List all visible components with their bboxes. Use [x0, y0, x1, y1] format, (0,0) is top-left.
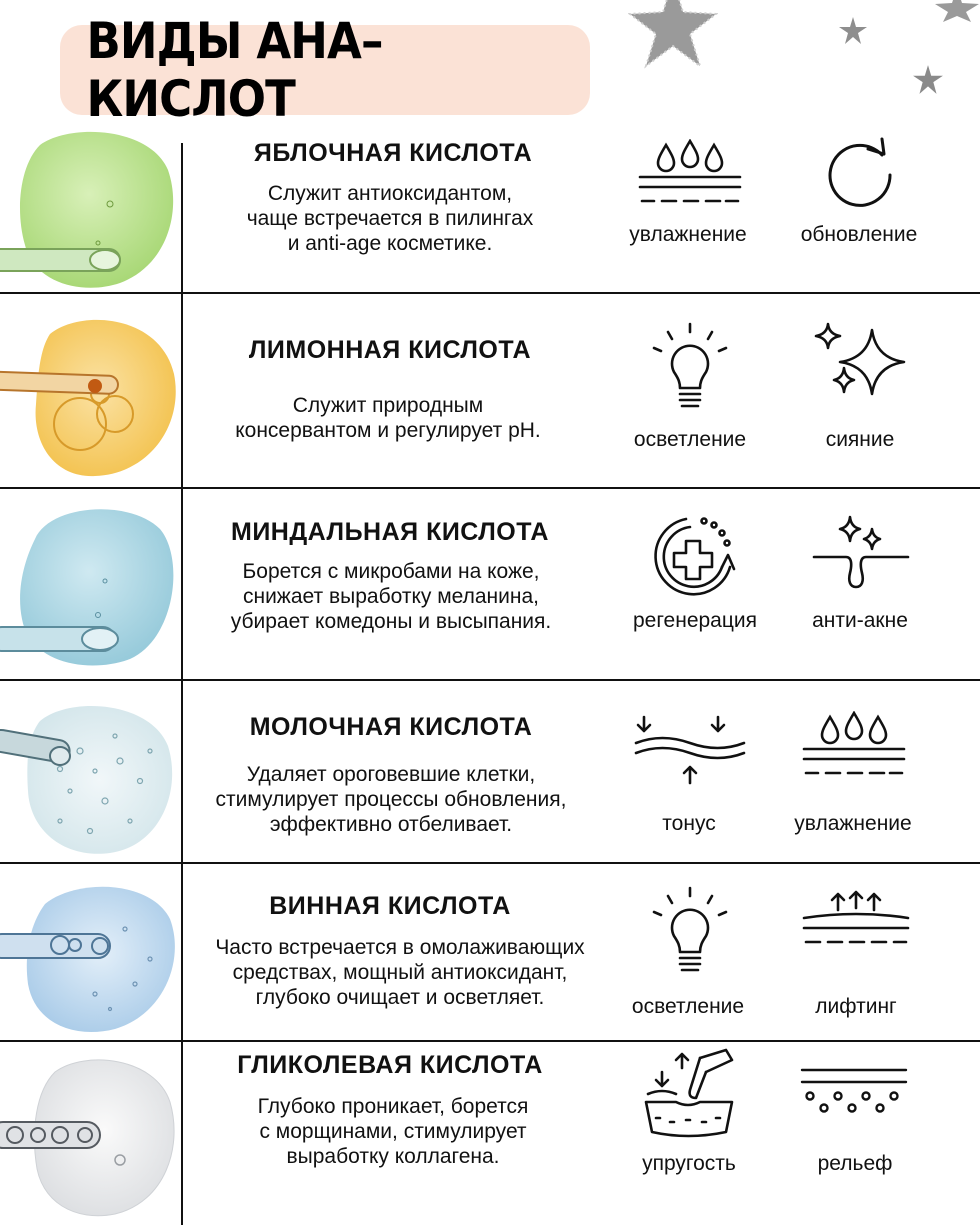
- pore-sparkle-icon: [812, 515, 910, 591]
- serum-drop-image: [0, 681, 181, 862]
- page-title: ВИДЫ АНА–КИСЛОТ: [86, 12, 383, 128]
- benefit-label: упругость: [642, 1152, 736, 1175]
- texture-dots-icon: [800, 1068, 910, 1118]
- benefit-label: лифтинг: [815, 995, 897, 1018]
- glitter-star-corner-icon: [935, 0, 980, 22]
- acid-description: Борется с микробами на коже, снижает выработку меланина, убирает комедоны и высыпания.: [230, 560, 552, 633]
- acid-row-lactic: [0, 681, 980, 862]
- serum-drop-image: [0, 864, 181, 1040]
- acid-description: Часто встречается в омолаживающих средствах, мощный антиоксидант, глубоко очищает и осветляет.: [215, 936, 585, 1009]
- benefit-label: анти-акне: [812, 609, 908, 632]
- lifting-arrows-icon: [802, 888, 910, 954]
- acid-description: Удаляет ороговевшие клетки, стимулирует процессы обновления, эффективно отбеливает.: [215, 763, 567, 836]
- tone-waves-icon: [634, 715, 746, 789]
- serum-drop-image: [0, 294, 181, 487]
- benefit-label: тонус: [662, 812, 716, 835]
- benefit-label: рельеф: [817, 1152, 893, 1175]
- acid-name: МИНДАЛЬНАЯ КИСЛОТА: [231, 518, 549, 546]
- benefit-label: увлажнение: [629, 223, 747, 246]
- benefit-label: увлажнение: [794, 812, 912, 835]
- moisture-drops-icon: [802, 711, 906, 783]
- acid-row-citric: [0, 294, 980, 487]
- refresh-arrow-icon: [822, 137, 898, 213]
- benefit-label: регенерация: [632, 609, 757, 632]
- sparkles-icon: [810, 320, 910, 406]
- acid-row-malic: [0, 125, 980, 292]
- glitter-star-small-icon: [912, 64, 944, 96]
- acid-name: ЯБЛОЧНАЯ КИСЛОТА: [253, 139, 533, 167]
- glitter-star-small-icon: [838, 16, 868, 46]
- acid-row-tartaric: [0, 864, 980, 1040]
- elasticity-finger-icon: [642, 1048, 736, 1138]
- acid-row-mandelic: [0, 489, 980, 679]
- benefit-label: осветление: [633, 428, 747, 451]
- moisture-drops-icon: [638, 139, 742, 211]
- title-badge: [60, 12, 590, 128]
- acid-description: Глубоко проникает, борется с морщинами, стимулирует выработку коллагена.: [257, 1095, 529, 1168]
- acid-description: Служит антиоксидантом, чаще встречается в пилингах и anti-age косметике.: [246, 182, 534, 255]
- glitter-star-large-icon: [628, 0, 718, 70]
- benefit-label: обновление: [800, 223, 918, 246]
- acid-name: МОЛОЧНАЯ КИСЛОТА: [249, 713, 533, 741]
- light-bulb-icon: [650, 886, 730, 978]
- acid-name: ВИННАЯ КИСЛОТА: [269, 892, 511, 920]
- acid-name: ЛИМОННАЯ КИСЛОТА: [248, 336, 532, 364]
- benefit-label: сияние: [825, 428, 895, 451]
- benefit-label: осветление: [631, 995, 745, 1018]
- acid-name: ГЛИКОЛЕВАЯ КИСЛОТА: [237, 1051, 543, 1079]
- regeneration-cross-icon: [652, 515, 736, 599]
- serum-drop-image: [0, 125, 181, 292]
- serum-drop-image: [0, 489, 181, 679]
- light-bulb-icon: [650, 322, 730, 414]
- serum-drop-image: [0, 1042, 181, 1225]
- acid-description: Служит природным консервантом и регулирует pH.: [235, 394, 541, 442]
- acid-row-glycolic: [0, 1042, 980, 1225]
